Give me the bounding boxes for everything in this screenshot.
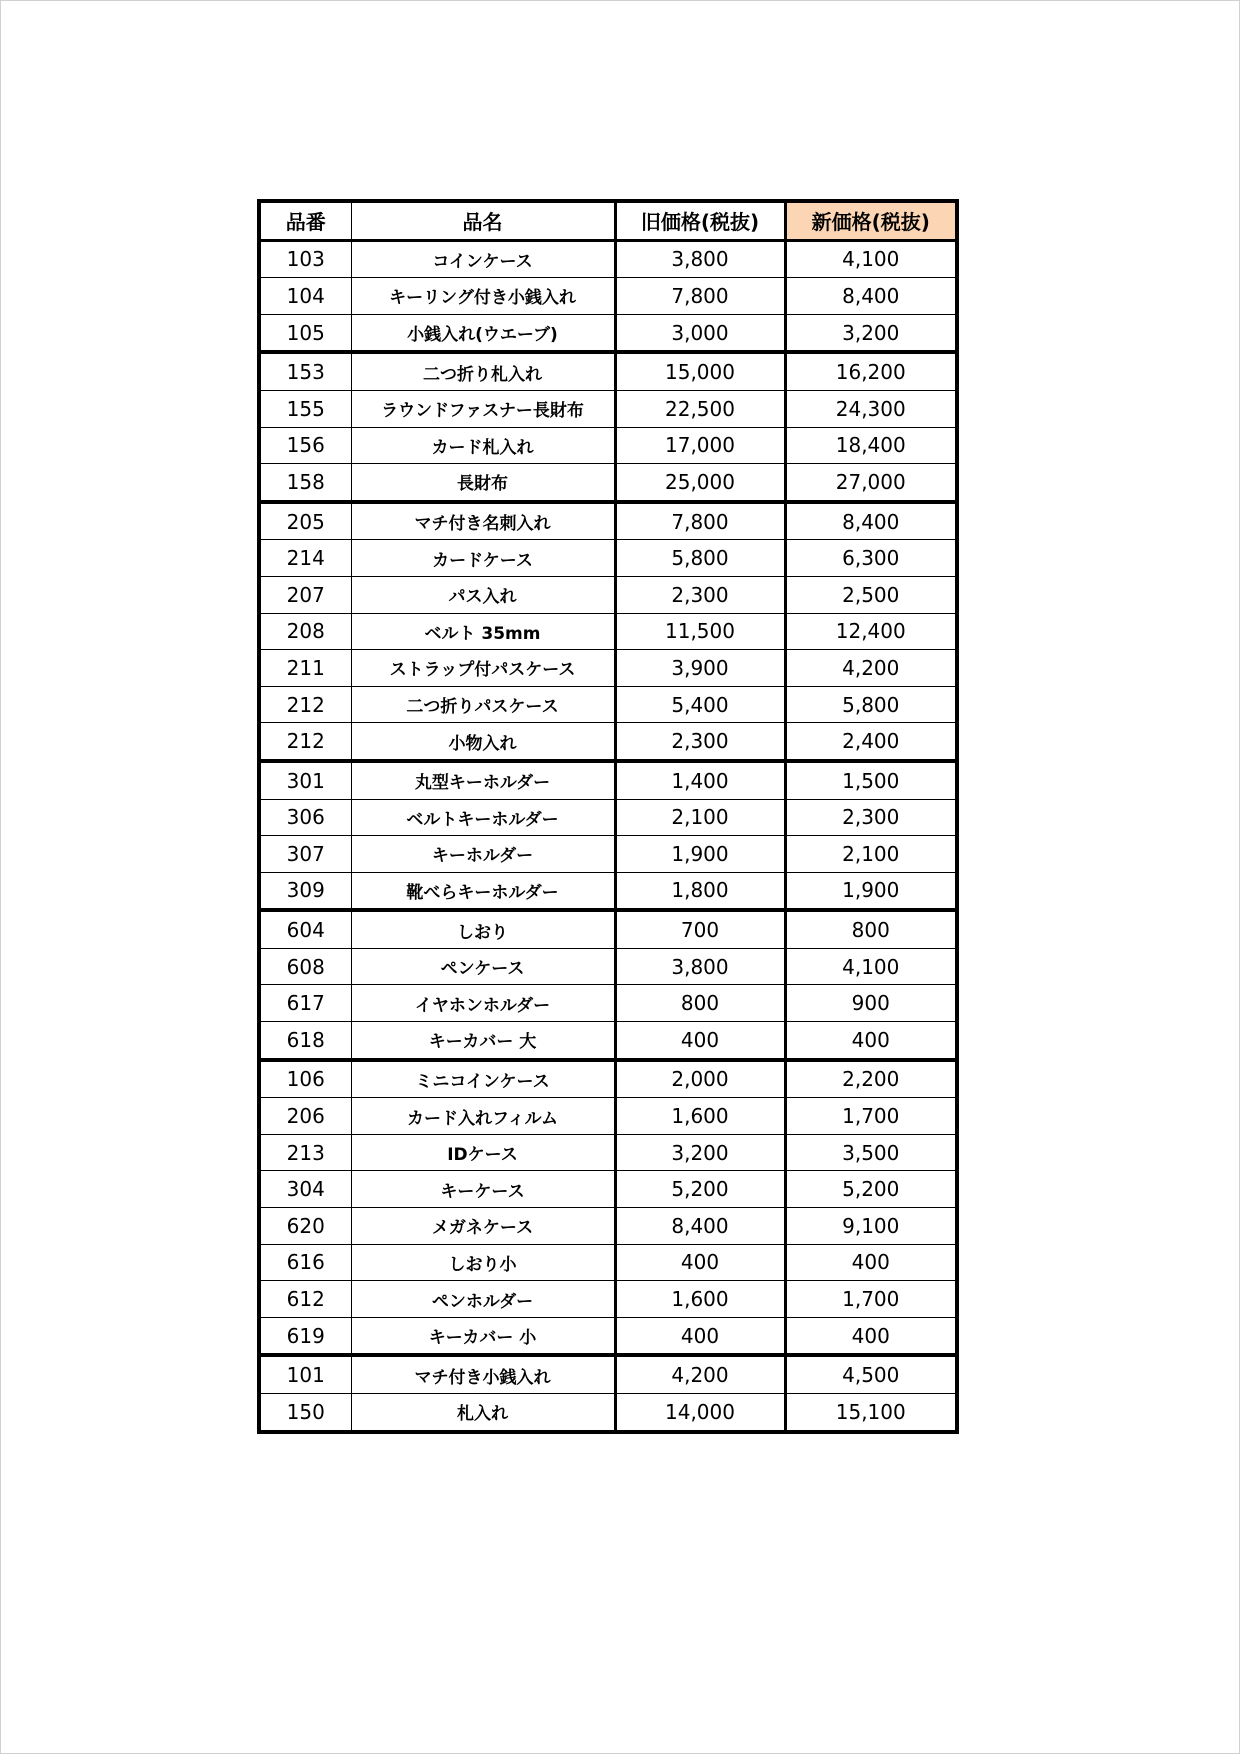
- cell-new-price: 4,100: [785, 240, 957, 278]
- cell-code: 617: [259, 985, 351, 1022]
- cell-old-price: 5,400: [615, 686, 785, 723]
- cell-code: 604: [259, 910, 351, 948]
- cell-name: ベルト 35mm: [351, 613, 615, 650]
- cell-code: 612: [259, 1281, 351, 1318]
- cell-old-price: 7,800: [615, 502, 785, 540]
- cell-old-price: 3,200: [615, 1134, 785, 1171]
- cell-name: IDケース: [351, 1134, 615, 1171]
- header-name: 品名: [351, 201, 615, 240]
- cell-new-price: 8,400: [785, 278, 957, 315]
- cell-name: キーカバー 大: [351, 1022, 615, 1060]
- cell-new-price: 2,300: [785, 799, 957, 836]
- table-row: [259, 650, 957, 687]
- cell-code: 106: [259, 1060, 351, 1098]
- table-row: [259, 314, 957, 352]
- table-row: [259, 1317, 957, 1355]
- table-row: [259, 1394, 957, 1432]
- cell-old-price: 7,800: [615, 278, 785, 315]
- table-row: [259, 872, 957, 910]
- table-row: [259, 613, 957, 650]
- cell-code: 214: [259, 540, 351, 577]
- cell-code: 150: [259, 1394, 351, 1432]
- cell-old-price: 8,400: [615, 1208, 785, 1245]
- cell-code: 103: [259, 240, 351, 278]
- cell-new-price: 2,400: [785, 723, 957, 761]
- cell-code: 104: [259, 278, 351, 315]
- cell-new-price: 16,200: [785, 352, 957, 390]
- cell-old-price: 22,500: [615, 390, 785, 427]
- cell-code: 304: [259, 1171, 351, 1208]
- table-row: [259, 1171, 957, 1208]
- table-row: [259, 686, 957, 723]
- cell-old-price: 2,000: [615, 1060, 785, 1098]
- table-row: [259, 1281, 957, 1318]
- cell-old-price: 2,100: [615, 799, 785, 836]
- header-old-price: 旧価格(税抜): [615, 201, 785, 240]
- cell-name: コインケース: [351, 240, 615, 278]
- cell-old-price: 15,000: [615, 352, 785, 390]
- cell-name: しおり: [351, 910, 615, 948]
- cell-name: ペンホルダー: [351, 1281, 615, 1318]
- cell-new-price: 1,900: [785, 872, 957, 910]
- cell-old-price: 5,800: [615, 540, 785, 577]
- table-header-row: [259, 201, 957, 240]
- cell-name: 小銭入れ(ウエーブ): [351, 314, 615, 352]
- table-row: [259, 1355, 957, 1393]
- cell-code: 309: [259, 872, 351, 910]
- cell-name: キーリング付き小銭入れ: [351, 278, 615, 315]
- cell-code: 212: [259, 686, 351, 723]
- cell-old-price: 2,300: [615, 723, 785, 761]
- cell-old-price: 14,000: [615, 1394, 785, 1432]
- table-row: [259, 1134, 957, 1171]
- cell-name: キーカバー 小: [351, 1317, 615, 1355]
- cell-code: 301: [259, 761, 351, 799]
- cell-name: 丸型キーホルダー: [351, 761, 615, 799]
- cell-code: 608: [259, 948, 351, 985]
- cell-name: 二つ折り札入れ: [351, 352, 615, 390]
- table-row: [259, 427, 957, 464]
- cell-name: キーホルダー: [351, 836, 615, 873]
- cell-code: 307: [259, 836, 351, 873]
- cell-code: 620: [259, 1208, 351, 1245]
- cell-old-price: 4,200: [615, 1355, 785, 1393]
- cell-code: 153: [259, 352, 351, 390]
- cell-new-price: 4,200: [785, 650, 957, 687]
- cell-old-price: 400: [615, 1317, 785, 1355]
- cell-code: 212: [259, 723, 351, 761]
- cell-new-price: 400: [785, 1317, 957, 1355]
- cell-old-price: 5,200: [615, 1171, 785, 1208]
- cell-old-price: 1,800: [615, 872, 785, 910]
- table-row: [259, 278, 957, 315]
- cell-old-price: 1,400: [615, 761, 785, 799]
- cell-new-price: 5,800: [785, 686, 957, 723]
- table-row: [259, 1098, 957, 1135]
- table-row: [259, 985, 957, 1022]
- cell-new-price: 800: [785, 910, 957, 948]
- table-row: [259, 723, 957, 761]
- cell-name: メガネケース: [351, 1208, 615, 1245]
- cell-name: 二つ折りパスケース: [351, 686, 615, 723]
- cell-new-price: 5,200: [785, 1171, 957, 1208]
- cell-name: マチ付き小銭入れ: [351, 1355, 615, 1393]
- table-row: [259, 540, 957, 577]
- table-body: [259, 240, 957, 1432]
- cell-old-price: 3,000: [615, 314, 785, 352]
- cell-old-price: 400: [615, 1022, 785, 1060]
- cell-code: 155: [259, 390, 351, 427]
- cell-new-price: 8,400: [785, 502, 957, 540]
- table-row: [259, 910, 957, 948]
- cell-new-price: 4,500: [785, 1355, 957, 1393]
- cell-old-price: 2,300: [615, 576, 785, 613]
- cell-old-price: 3,900: [615, 650, 785, 687]
- cell-old-price: 1,600: [615, 1281, 785, 1318]
- cell-old-price: 3,800: [615, 240, 785, 278]
- cell-code: 105: [259, 314, 351, 352]
- cell-code: 213: [259, 1134, 351, 1171]
- table-row: [259, 836, 957, 873]
- header-new-price: 新価格(税抜): [785, 201, 957, 240]
- cell-old-price: 3,800: [615, 948, 785, 985]
- cell-code: 205: [259, 502, 351, 540]
- cell-old-price: 11,500: [615, 613, 785, 650]
- cell-code: 619: [259, 1317, 351, 1355]
- cell-name: マチ付き名刺入れ: [351, 502, 615, 540]
- cell-old-price: 400: [615, 1244, 785, 1281]
- cell-name: しおり小: [351, 1244, 615, 1281]
- table-row: [259, 390, 957, 427]
- cell-name: ミニコインケース: [351, 1060, 615, 1098]
- cell-old-price: 17,000: [615, 427, 785, 464]
- cell-name: 札入れ: [351, 1394, 615, 1432]
- cell-old-price: 1,900: [615, 836, 785, 873]
- price-table: [257, 199, 959, 1434]
- cell-new-price: 2,500: [785, 576, 957, 613]
- cell-new-price: 4,100: [785, 948, 957, 985]
- cell-name: パス入れ: [351, 576, 615, 613]
- cell-name: ペンケース: [351, 948, 615, 985]
- cell-code: 208: [259, 613, 351, 650]
- cell-new-price: 24,300: [785, 390, 957, 427]
- cell-new-price: 400: [785, 1022, 957, 1060]
- cell-code: 211: [259, 650, 351, 687]
- table-row: [259, 1208, 957, 1245]
- table-row: [259, 464, 957, 502]
- cell-name: カード入れフィルム: [351, 1098, 615, 1135]
- cell-code: 306: [259, 799, 351, 836]
- table-row: [259, 948, 957, 985]
- cell-code: 206: [259, 1098, 351, 1135]
- cell-name: イヤホンホルダー: [351, 985, 615, 1022]
- cell-old-price: 800: [615, 985, 785, 1022]
- cell-new-price: 3,200: [785, 314, 957, 352]
- cell-new-price: 1,500: [785, 761, 957, 799]
- cell-new-price: 18,400: [785, 427, 957, 464]
- cell-code: 616: [259, 1244, 351, 1281]
- table-row: [259, 502, 957, 540]
- cell-name: 長財布: [351, 464, 615, 502]
- table-row: [259, 1244, 957, 1281]
- cell-name: キーケース: [351, 1171, 615, 1208]
- cell-code: 158: [259, 464, 351, 502]
- cell-name: カード札入れ: [351, 427, 615, 464]
- cell-old-price: 700: [615, 910, 785, 948]
- cell-new-price: 1,700: [785, 1098, 957, 1135]
- cell-name: ベルトキーホルダー: [351, 799, 615, 836]
- cell-new-price: 400: [785, 1244, 957, 1281]
- cell-new-price: 9,100: [785, 1208, 957, 1245]
- cell-code: 618: [259, 1022, 351, 1060]
- table-row: [259, 576, 957, 613]
- table-row: [259, 799, 957, 836]
- cell-old-price: 1,600: [615, 1098, 785, 1135]
- cell-old-price: 25,000: [615, 464, 785, 502]
- cell-new-price: 27,000: [785, 464, 957, 502]
- cell-new-price: 2,200: [785, 1060, 957, 1098]
- table-row: [259, 240, 957, 278]
- cell-name: ラウンドファスナー長財布: [351, 390, 615, 427]
- cell-name: 靴べらキーホルダー: [351, 872, 615, 910]
- cell-new-price: 2,100: [785, 836, 957, 873]
- cell-new-price: 900: [785, 985, 957, 1022]
- cell-name: ストラップ付パスケース: [351, 650, 615, 687]
- cell-new-price: 1,700: [785, 1281, 957, 1318]
- cell-code: 207: [259, 576, 351, 613]
- header-code: 品番: [259, 201, 351, 240]
- table-row: [259, 352, 957, 390]
- cell-new-price: 15,100: [785, 1394, 957, 1432]
- cell-new-price: 12,400: [785, 613, 957, 650]
- cell-code: 156: [259, 427, 351, 464]
- cell-code: 101: [259, 1355, 351, 1393]
- cell-name: カードケース: [351, 540, 615, 577]
- cell-name: 小物入れ: [351, 723, 615, 761]
- table-row: [259, 1060, 957, 1098]
- table-row: [259, 761, 957, 799]
- table-row: [259, 1022, 957, 1060]
- cell-new-price: 6,300: [785, 540, 957, 577]
- cell-new-price: 3,500: [785, 1134, 957, 1171]
